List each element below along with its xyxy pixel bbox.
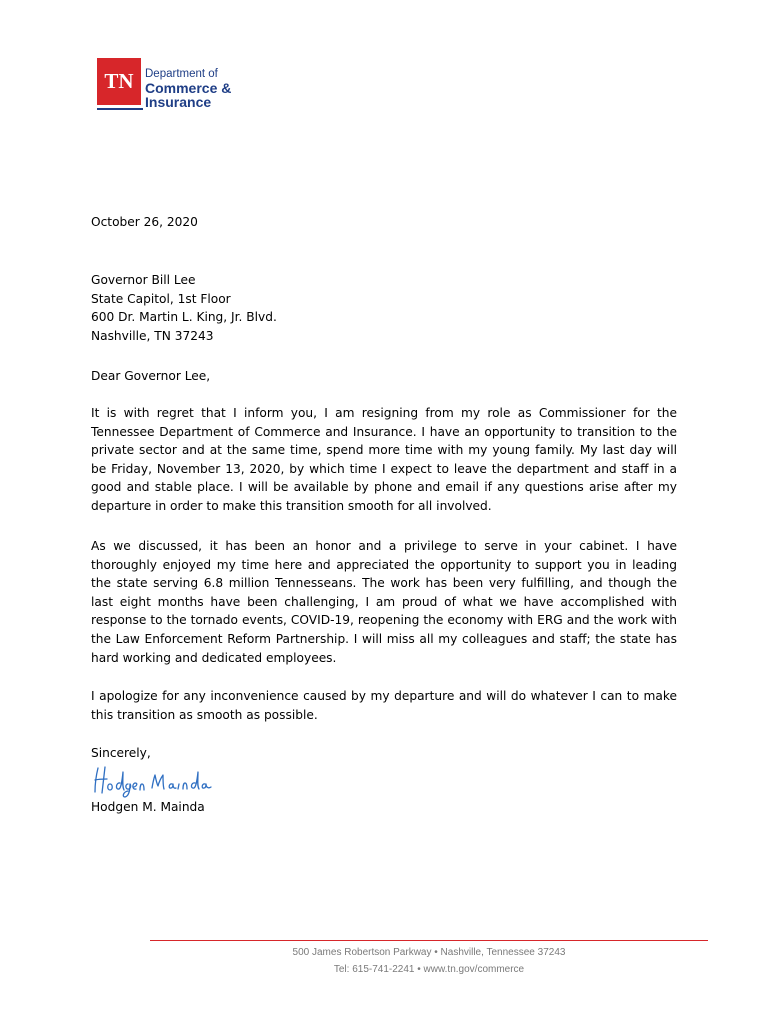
letter-date: October 26, 2020 [91, 215, 198, 229]
dept-line-3: Insurance [145, 94, 212, 110]
paragraph-3: I apologize for any inconvenience caused by my departure and will do whatever I can to make this transition as smooth as possible. [91, 689, 677, 722]
recipient-address [91, 271, 677, 345]
closing: Sincerely, [91, 746, 151, 760]
paragraph-1: It is with regret that I inform you, I am resigning from my role as Commissioner for the Tennessee Department of Commerce and Insurance. I have an opportunity to transition to the private sector and at the same time, spend more time with my young family. My last day will be Friday, November 13, 2020, by which time I expect to leave the department and staff in a good and stable place. I will be available by phone and email if any questions arise after my departure in order to make this transition smooth for all involved. [91, 406, 677, 513]
recipient-name: Governor Bill Lee [91, 273, 196, 287]
paragraph-2: As we discussed, it has been an honor and a privilege to serve in your cabinet. I have thoroughly enjoyed my time here and appreciated the opportunity to support you in leading the state serving 6.8 million Tennesseans. The work has been very fulfilling, and though the last eight months have been challenging, I am proud of what we have accomplished with response to the tornado events, COVID-19, reopening the economy with ERG and the work with the Law Enforcement Reform Partnership. I will miss all my colleagues and staff; the state has hard working and dedicated employees. [91, 539, 677, 665]
signer-name: Hodgen M. Mainda [91, 800, 205, 814]
footer-address: 500 James Robertson Parkway • Nashville, Tennessee 37243 [292, 947, 566, 958]
recipient-line-1: State Capitol, 1st Floor [91, 291, 231, 306]
dept-line-1: Department of [145, 68, 218, 80]
tn-logo-text: TN [104, 69, 134, 93]
letterhead [97, 58, 231, 109]
recipient-line-2: 600 Dr. Martin L. King, Jr. Blvd. [91, 310, 277, 325]
footer-divider [150, 940, 708, 941]
tn-logo [97, 58, 141, 105]
salutation: Dear Governor Lee, [91, 369, 211, 383]
footer-contact: Tel: 615-741-2241 • www.tn.gov/commerce [333, 964, 525, 975]
recipient-line-3: Nashville, TN 37243 [91, 328, 214, 343]
dept-line-2: Commerce & [145, 80, 232, 96]
department-name [145, 58, 231, 109]
